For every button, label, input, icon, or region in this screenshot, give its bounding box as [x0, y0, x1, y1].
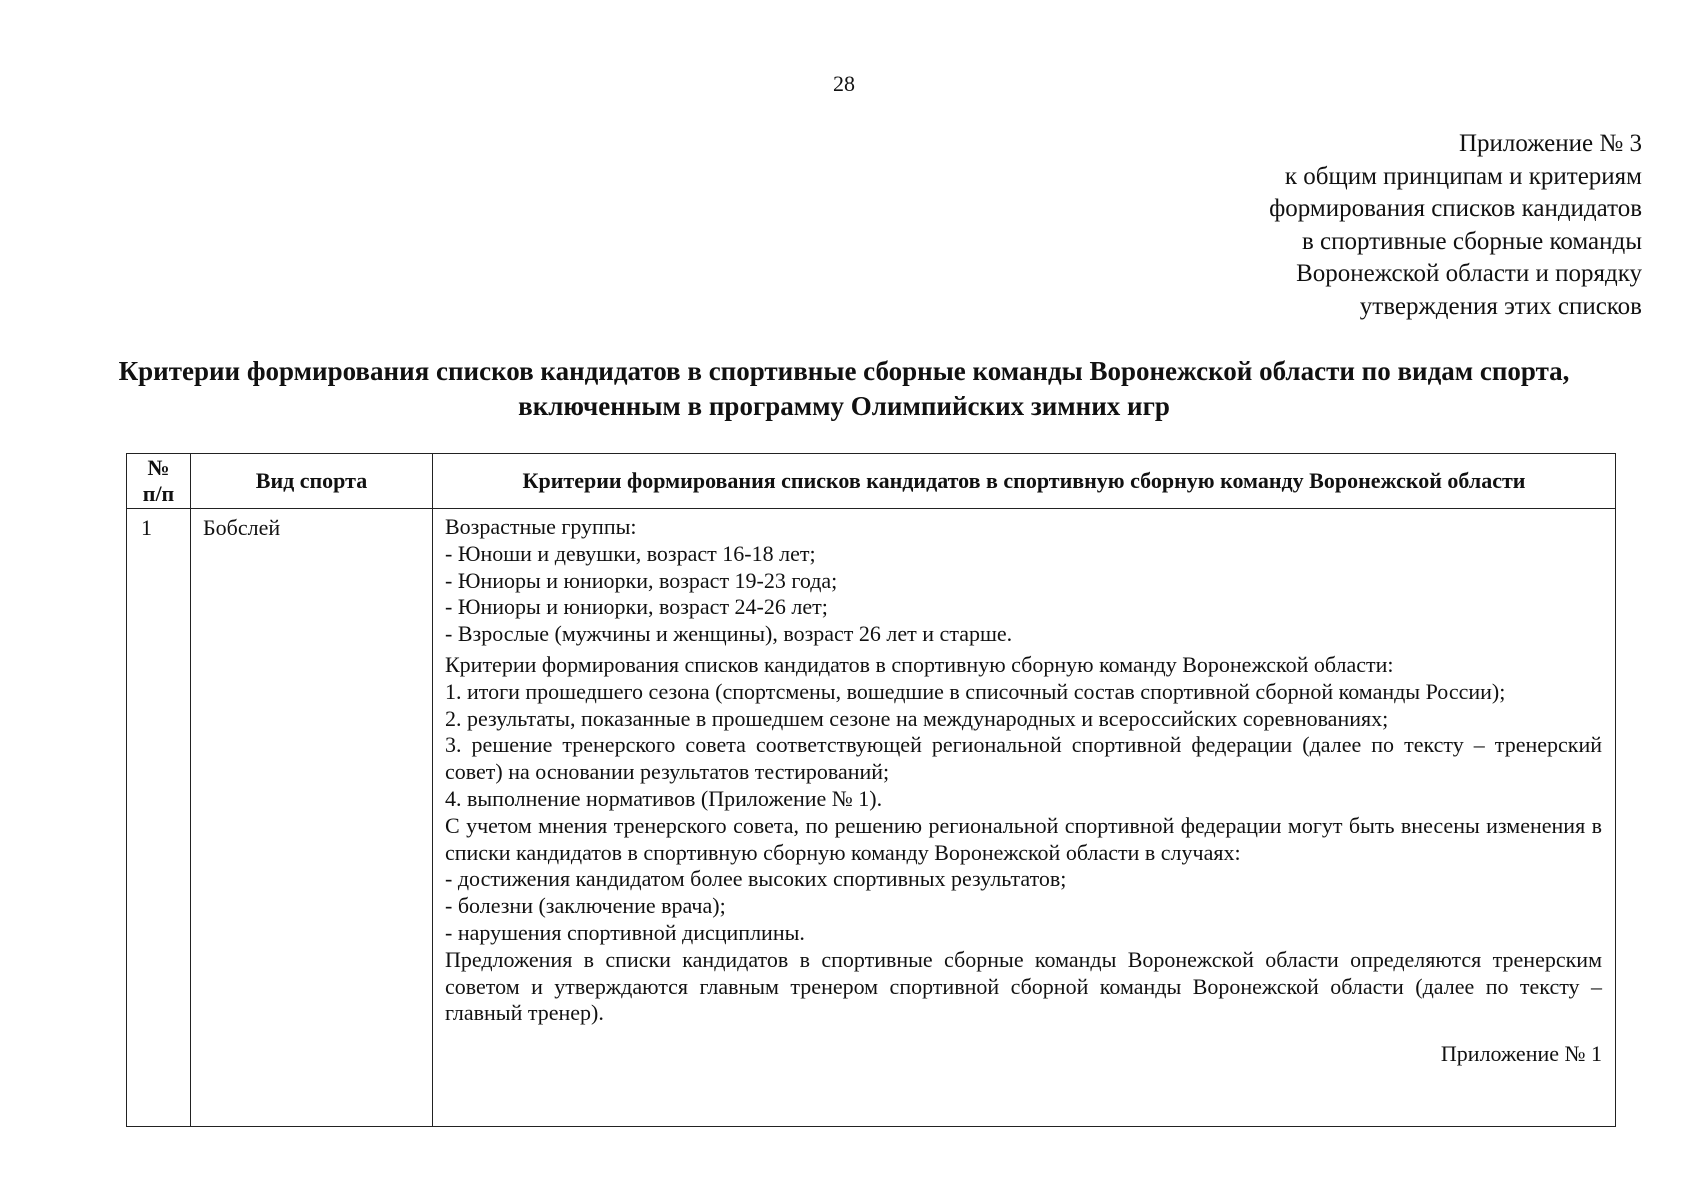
criteria-item: 3. решение тренерского совета соответствующей региональной спортивной федерации (далее по тексту – тренерский совет) на основании результатов тестирований;: [445, 732, 1602, 785]
appendix-header-line: утверждения этих списков: [1359, 292, 1642, 320]
row-sport: Бобслей: [191, 509, 433, 1127]
criteria-title: Критерии формирования списков кандидатов в спортивную сборную команду Воронежской области:: [445, 651, 1394, 677]
appendix-header: [1082, 128, 1642, 323]
table-header-row: [127, 454, 1616, 509]
document-title: [40, 354, 1648, 424]
appendix-header-line: формирования списков кандидатов: [1269, 195, 1642, 222]
changes-case: - нарушения спортивной дисциплины.: [445, 919, 805, 945]
criteria-table: [126, 453, 1616, 1127]
age-group-item: - Юниоры и юниорки, возраст 19-23 года;: [445, 567, 838, 593]
proposals-text: Предложения в списки кандидатов в спортивные сборные команды Воронежской области определяются тренерским советом и утверждаются главным тренером спортивной сборной команды Воронежской области (далее по тексту – главный тренер).: [445, 946, 1602, 1026]
header-number: [127, 454, 191, 509]
changes-text: С учетом мнения тренерского совета, по решению региональной спортивной федерации могут быть внесены изменения в списки кандидатов в спортивную сборную команду Воронежской области в случаях:: [445, 812, 1602, 865]
row-number: 1: [127, 509, 191, 1127]
age-group-item: - Юниоры и юниорки, возраст 24-26 лет;: [445, 594, 828, 620]
age-group-item: - Взрослые (мужчины и женщины), возраст 26 лет и старше.: [445, 621, 1013, 647]
table-row: [127, 509, 1616, 1127]
page-number: 28: [833, 71, 855, 96]
header-number-line: №: [147, 455, 170, 480]
header-sport: Вид спорта: [191, 454, 433, 509]
appendix-header-line: Воронежской области и порядку: [1296, 260, 1642, 287]
criteria-item: 2. результаты, показанные в прошедшем сезоне на международных и всероссийских соревнованиях;: [445, 705, 1389, 731]
document-title-line: Критерии формирования списков кандидатов в спортивные сборные команды Воронежской области по видам спорта,: [118, 356, 1570, 386]
appendix-reference: Приложение № 1: [1440, 1041, 1602, 1067]
changes-case: - достижения кандидатом более высоких спортивных результатов;: [445, 866, 1067, 892]
header-criteria: Критерии формирования списков кандидатов в спортивную сборную команду Воронежской области: [433, 454, 1616, 509]
row-criteria: [433, 509, 1616, 1127]
appendix-header-line: в спортивные сборные команды: [1301, 227, 1642, 255]
appendix-header-line: к общим принципам и критериям: [1284, 162, 1642, 190]
header-number-line: п/п: [142, 481, 175, 506]
changes-case: - болезни (заключение врача);: [445, 893, 726, 919]
criteria-item: 4. выполнение нормативов (Приложение № 1).: [445, 785, 883, 811]
appendix-header-line: Приложение № 3: [1458, 130, 1642, 157]
document-title-line: включенным в программу Олимпийских зимних игр: [518, 391, 1170, 421]
criteria-item: 1. итоги прошедшего сезона (спортсмены, вошедшие в списочный состав спортивной сборной команды России);: [445, 678, 1506, 704]
age-group-item: - Юноши и девушки, возраст 16-18 лет;: [445, 540, 816, 566]
age-groups-title: Возрастные группы:: [445, 514, 637, 539]
